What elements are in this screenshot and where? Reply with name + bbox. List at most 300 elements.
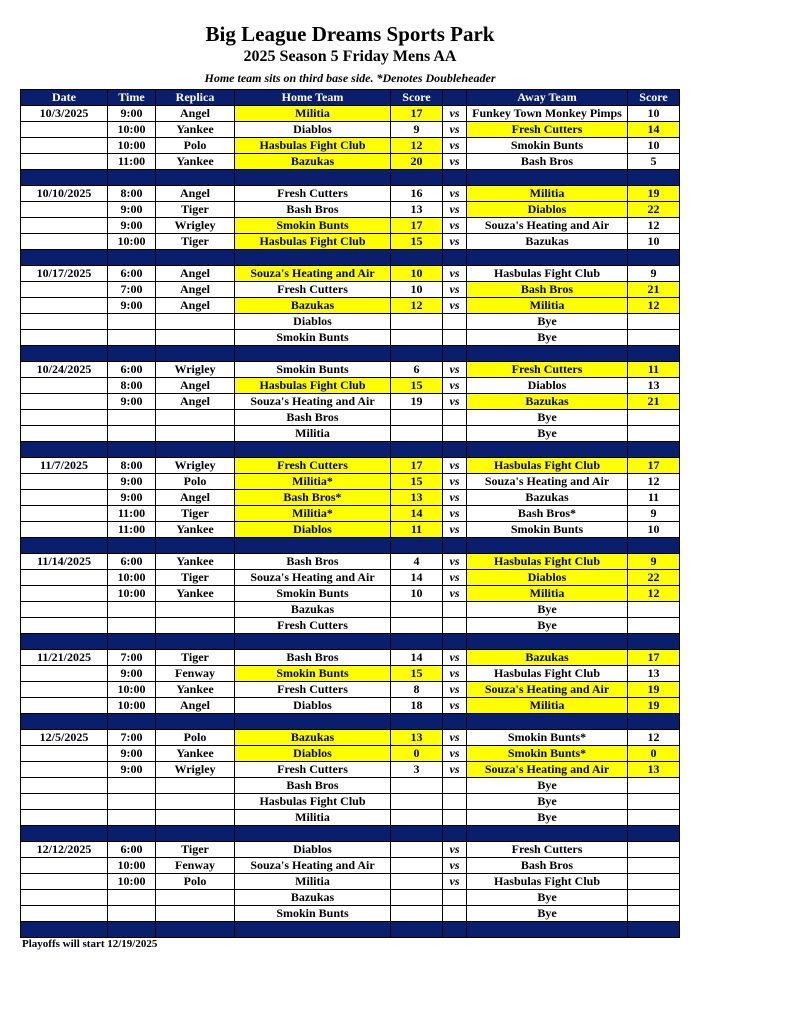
table-row xyxy=(21,314,680,330)
home-team-cell: Bazukas xyxy=(235,890,391,906)
time-cell: 9:00 xyxy=(108,298,156,314)
away-team-cell: Souza's Heating and Air xyxy=(467,218,628,234)
vs-cell: vs xyxy=(443,474,467,490)
away-team-cell: Smokin Bunts xyxy=(467,138,628,154)
home-score-cell xyxy=(391,890,443,906)
separator-cell xyxy=(443,922,467,938)
away-team-cell: Bye xyxy=(467,602,628,618)
table-row xyxy=(21,330,680,346)
time-cell: 9:00 xyxy=(108,106,156,122)
table-row xyxy=(21,410,680,426)
home-team-cell: Hasbulas Fight Club xyxy=(235,234,391,250)
away-team-cell: Diablos xyxy=(467,570,628,586)
separator-cell xyxy=(21,922,108,938)
table-row xyxy=(21,154,680,170)
vs-cell: vs xyxy=(443,202,467,218)
table-row xyxy=(21,218,680,234)
home-team-cell: Bash Bros xyxy=(235,778,391,794)
home-team-cell: Militia* xyxy=(235,506,391,522)
vs-cell: vs xyxy=(443,666,467,682)
away-team-cell: Militia xyxy=(467,186,628,202)
home-team-cell: Bazukas xyxy=(235,730,391,746)
date-cell xyxy=(21,906,108,922)
away-score-cell: 11 xyxy=(628,490,680,506)
separator-cell xyxy=(391,714,443,730)
away-score-cell xyxy=(628,778,680,794)
away-score-cell xyxy=(628,618,680,634)
replica-cell: Polo xyxy=(156,474,235,490)
separator-cell xyxy=(443,346,467,362)
home-score-cell: 20 xyxy=(391,154,443,170)
replica-cell: Yankee xyxy=(156,682,235,698)
vs-cell xyxy=(443,890,467,906)
away-team-cell: Militia xyxy=(467,586,628,602)
home-score-cell xyxy=(391,602,443,618)
replica-cell xyxy=(156,906,235,922)
week-separator xyxy=(21,826,680,842)
separator-cell xyxy=(21,634,108,650)
away-team-cell: Bye xyxy=(467,778,628,794)
away-team-cell: Fresh Cutters xyxy=(467,122,628,138)
time-cell: 10:00 xyxy=(108,570,156,586)
away-score-cell: 13 xyxy=(628,378,680,394)
replica-cell xyxy=(156,778,235,794)
col-header-away-score: Score xyxy=(628,90,680,106)
date-cell xyxy=(21,618,108,634)
separator-cell xyxy=(21,442,108,458)
replica-cell: Fenway xyxy=(156,858,235,874)
separator-cell xyxy=(391,346,443,362)
away-score-cell: 17 xyxy=(628,650,680,666)
time-cell xyxy=(108,778,156,794)
date-cell xyxy=(21,794,108,810)
col-header-date: Date xyxy=(21,90,108,106)
table-row xyxy=(21,650,680,666)
time-cell: 11:00 xyxy=(108,506,156,522)
home-team-cell: Militia xyxy=(235,426,391,442)
separator-cell xyxy=(467,634,628,650)
separator-cell xyxy=(235,922,391,938)
time-cell: 9:00 xyxy=(108,474,156,490)
separator-cell xyxy=(108,826,156,842)
away-score-cell xyxy=(628,810,680,826)
replica-cell: Angel xyxy=(156,394,235,410)
home-score-cell xyxy=(391,330,443,346)
vs-cell xyxy=(443,314,467,330)
away-score-cell: 22 xyxy=(628,570,680,586)
home-team-cell: Bash Bros xyxy=(235,650,391,666)
home-score-cell: 16 xyxy=(391,186,443,202)
replica-cell: Tiger xyxy=(156,842,235,858)
separator-cell xyxy=(108,346,156,362)
date-cell xyxy=(21,666,108,682)
date-cell xyxy=(21,218,108,234)
away-team-cell: Bye xyxy=(467,890,628,906)
separator-cell xyxy=(443,538,467,554)
home-score-cell: 10 xyxy=(391,282,443,298)
time-cell: 9:00 xyxy=(108,746,156,762)
replica-cell: Angel xyxy=(156,698,235,714)
vs-cell: vs xyxy=(443,186,467,202)
away-team-cell: Bye xyxy=(467,330,628,346)
away-team-cell: Bash Bros* xyxy=(467,506,628,522)
table-row xyxy=(21,842,680,858)
vs-cell: vs xyxy=(443,682,467,698)
date-cell: 12/5/2025 xyxy=(21,730,108,746)
away-score-cell xyxy=(628,426,680,442)
home-team-cell: Militia xyxy=(235,874,391,890)
away-score-cell: 12 xyxy=(628,218,680,234)
away-team-cell: Hasbulas Fight Club xyxy=(467,554,628,570)
home-team-cell: Souza's Heating and Air xyxy=(235,266,391,282)
home-score-cell: 14 xyxy=(391,650,443,666)
date-cell xyxy=(21,810,108,826)
table-row xyxy=(21,298,680,314)
time-cell xyxy=(108,906,156,922)
home-score-cell: 15 xyxy=(391,474,443,490)
separator-cell xyxy=(235,538,391,554)
time-cell: 10:00 xyxy=(108,586,156,602)
vs-cell: vs xyxy=(443,378,467,394)
home-team-cell: Smokin Bunts xyxy=(235,218,391,234)
replica-cell: Wrigley xyxy=(156,458,235,474)
away-team-cell: Militia xyxy=(467,698,628,714)
vs-cell: vs xyxy=(443,362,467,378)
separator-cell xyxy=(235,634,391,650)
separator-cell xyxy=(628,170,680,186)
away-team-cell: Smokin Bunts* xyxy=(467,730,628,746)
separator-cell xyxy=(235,442,391,458)
date-cell xyxy=(21,122,108,138)
away-team-cell: Bash Bros xyxy=(467,154,628,170)
replica-cell: Angel xyxy=(156,266,235,282)
separator-cell xyxy=(235,170,391,186)
home-team-cell: Smokin Bunts xyxy=(235,586,391,602)
home-score-cell: 10 xyxy=(391,266,443,282)
time-cell xyxy=(108,810,156,826)
date-cell xyxy=(21,298,108,314)
away-score-cell xyxy=(628,890,680,906)
time-cell xyxy=(108,602,156,618)
separator-cell xyxy=(628,634,680,650)
col-header-vs xyxy=(443,90,467,106)
date-cell: 11/14/2025 xyxy=(21,554,108,570)
away-score-cell: 9 xyxy=(628,506,680,522)
home-score-cell: 3 xyxy=(391,762,443,778)
home-team-cell: Hasbulas Fight Club xyxy=(235,378,391,394)
home-team-cell: Bazukas xyxy=(235,154,391,170)
replica-cell: Wrigley xyxy=(156,362,235,378)
away-score-cell: 12 xyxy=(628,298,680,314)
week-separator xyxy=(21,250,680,266)
home-score-cell: 13 xyxy=(391,490,443,506)
home-team-cell: Militia xyxy=(235,106,391,122)
separator-cell xyxy=(391,538,443,554)
replica-cell: Tiger xyxy=(156,570,235,586)
vs-cell: vs xyxy=(443,490,467,506)
vs-cell: vs xyxy=(443,522,467,538)
vs-cell: vs xyxy=(443,506,467,522)
date-cell xyxy=(21,506,108,522)
home-score-cell: 6 xyxy=(391,362,443,378)
date-cell xyxy=(21,138,108,154)
away-team-cell: Bye xyxy=(467,906,628,922)
separator-cell xyxy=(108,170,156,186)
away-team-cell: Bazukas xyxy=(467,394,628,410)
week-separator xyxy=(21,922,680,938)
separator-cell xyxy=(21,250,108,266)
time-cell: 8:00 xyxy=(108,458,156,474)
time-cell: 9:00 xyxy=(108,218,156,234)
table-row xyxy=(21,522,680,538)
table-row xyxy=(21,106,680,122)
table-row xyxy=(21,858,680,874)
date-cell xyxy=(21,602,108,618)
replica-cell: Yankee xyxy=(156,522,235,538)
vs-cell: vs xyxy=(443,730,467,746)
away-score-cell xyxy=(628,906,680,922)
home-team-cell: Militia xyxy=(235,810,391,826)
table-row xyxy=(21,794,680,810)
away-team-cell: Hasbulas Fight Club xyxy=(467,266,628,282)
time-cell xyxy=(108,410,156,426)
table-row xyxy=(21,890,680,906)
time-cell xyxy=(108,890,156,906)
away-score-cell: 14 xyxy=(628,122,680,138)
date-cell xyxy=(21,202,108,218)
time-cell: 9:00 xyxy=(108,666,156,682)
table-row xyxy=(21,554,680,570)
table-header-row xyxy=(21,90,680,106)
away-score-cell: 9 xyxy=(628,266,680,282)
away-team-cell: Bash Bros xyxy=(467,858,628,874)
separator-cell xyxy=(108,538,156,554)
date-cell xyxy=(21,586,108,602)
table-row xyxy=(21,266,680,282)
replica-cell: Angel xyxy=(156,282,235,298)
separator-cell xyxy=(108,634,156,650)
away-score-cell xyxy=(628,330,680,346)
away-team-cell: Souza's Heating and Air xyxy=(467,762,628,778)
home-team-cell: Fresh Cutters xyxy=(235,762,391,778)
separator-cell xyxy=(156,714,235,730)
separator-cell xyxy=(21,170,108,186)
time-cell xyxy=(108,426,156,442)
date-cell xyxy=(21,426,108,442)
col-header-replica: Replica xyxy=(156,90,235,106)
date-cell xyxy=(21,522,108,538)
table-row xyxy=(21,506,680,522)
col-header-home-team: Home Team xyxy=(235,90,391,106)
date-cell xyxy=(21,394,108,410)
col-header-home-score: Score xyxy=(391,90,443,106)
date-cell: 11/7/2025 xyxy=(21,458,108,474)
home-score-cell xyxy=(391,778,443,794)
time-cell: 6:00 xyxy=(108,842,156,858)
vs-cell: vs xyxy=(443,874,467,890)
separator-cell xyxy=(628,442,680,458)
week-separator xyxy=(21,634,680,650)
replica-cell: Angel xyxy=(156,106,235,122)
time-cell: 8:00 xyxy=(108,378,156,394)
replica-cell: Tiger xyxy=(156,650,235,666)
away-score-cell: 13 xyxy=(628,666,680,682)
away-score-cell xyxy=(628,602,680,618)
table-row xyxy=(21,602,680,618)
away-team-cell: Funkey Town Monkey Pimps xyxy=(467,106,628,122)
separator-cell xyxy=(391,826,443,842)
vs-cell xyxy=(443,410,467,426)
home-team-cell: Hasbulas Fight Club xyxy=(235,138,391,154)
home-team-cell: Souza's Heating and Air xyxy=(235,570,391,586)
separator-cell xyxy=(467,442,628,458)
table-row xyxy=(21,362,680,378)
separator-cell xyxy=(391,442,443,458)
away-score-cell: 0 xyxy=(628,746,680,762)
separator-cell xyxy=(467,826,628,842)
away-team-cell: Hasbulas Fight Club xyxy=(467,874,628,890)
home-score-cell: 15 xyxy=(391,666,443,682)
replica-cell: Yankee xyxy=(156,122,235,138)
home-score-cell xyxy=(391,874,443,890)
time-cell xyxy=(108,314,156,330)
replica-cell: Tiger xyxy=(156,506,235,522)
table-row xyxy=(21,618,680,634)
separator-cell xyxy=(443,826,467,842)
home-score-cell xyxy=(391,314,443,330)
home-team-cell: Bash Bros* xyxy=(235,490,391,506)
home-team-cell: Fresh Cutters xyxy=(235,458,391,474)
vs-cell: vs xyxy=(443,746,467,762)
home-score-cell: 10 xyxy=(391,586,443,602)
home-score-cell xyxy=(391,810,443,826)
time-cell: 7:00 xyxy=(108,282,156,298)
separator-cell xyxy=(235,346,391,362)
separator-cell xyxy=(235,826,391,842)
vs-cell xyxy=(443,906,467,922)
vs-cell: vs xyxy=(443,586,467,602)
vs-cell: vs xyxy=(443,842,467,858)
date-cell xyxy=(21,474,108,490)
away-team-cell: Bye xyxy=(467,810,628,826)
home-team-cell: Souza's Heating and Air xyxy=(235,394,391,410)
page-title: Big League Dreams Sports Park xyxy=(205,22,495,46)
replica-cell: Wrigley xyxy=(156,218,235,234)
time-cell: 10:00 xyxy=(108,138,156,154)
home-team-cell: Bazukas xyxy=(235,298,391,314)
vs-cell: vs xyxy=(443,650,467,666)
separator-cell xyxy=(391,170,443,186)
time-cell: 10:00 xyxy=(108,874,156,890)
away-team-cell: Diablos xyxy=(467,378,628,394)
time-cell xyxy=(108,618,156,634)
home-score-cell xyxy=(391,410,443,426)
table-row xyxy=(21,234,680,250)
separator-cell xyxy=(391,634,443,650)
replica-cell: Yankee xyxy=(156,746,235,762)
home-team-cell: Diablos xyxy=(235,842,391,858)
time-cell: 8:00 xyxy=(108,186,156,202)
date-cell xyxy=(21,762,108,778)
home-score-cell: 9 xyxy=(391,122,443,138)
separator-cell xyxy=(391,922,443,938)
replica-cell: Angel xyxy=(156,186,235,202)
separator-cell xyxy=(628,922,680,938)
away-team-cell: Bash Bros xyxy=(467,282,628,298)
table-row xyxy=(21,682,680,698)
separator-cell xyxy=(156,170,235,186)
home-team-cell: Smokin Bunts xyxy=(235,666,391,682)
time-cell: 9:00 xyxy=(108,490,156,506)
time-cell xyxy=(108,794,156,810)
vs-cell xyxy=(443,794,467,810)
separator-cell xyxy=(628,714,680,730)
table-row xyxy=(21,746,680,762)
separator-cell xyxy=(108,714,156,730)
home-score-cell: 0 xyxy=(391,746,443,762)
away-team-cell: Bye xyxy=(467,410,628,426)
separator-cell xyxy=(156,250,235,266)
away-team-cell: Bye xyxy=(467,618,628,634)
separator-cell xyxy=(21,346,108,362)
home-team-cell: Militia* xyxy=(235,474,391,490)
replica-cell: Angel xyxy=(156,378,235,394)
vs-cell: vs xyxy=(443,858,467,874)
separator-cell xyxy=(156,826,235,842)
table-row xyxy=(21,282,680,298)
separator-cell xyxy=(156,346,235,362)
time-cell xyxy=(108,330,156,346)
date-cell xyxy=(21,234,108,250)
away-score-cell: 21 xyxy=(628,394,680,410)
table-row xyxy=(21,570,680,586)
home-team-cell: Bash Bros xyxy=(235,410,391,426)
away-team-cell: Smokin Bunts xyxy=(467,522,628,538)
vs-cell: vs xyxy=(443,218,467,234)
separator-cell xyxy=(467,346,628,362)
date-cell xyxy=(21,314,108,330)
away-score-cell: 12 xyxy=(628,586,680,602)
week-separator xyxy=(21,442,680,458)
away-team-cell: Fresh Cutters xyxy=(467,842,628,858)
home-score-cell: 14 xyxy=(391,570,443,586)
table-row xyxy=(21,874,680,890)
home-score-cell xyxy=(391,426,443,442)
away-score-cell: 19 xyxy=(628,186,680,202)
away-score-cell: 19 xyxy=(628,682,680,698)
replica-cell: Polo xyxy=(156,138,235,154)
date-cell xyxy=(21,410,108,426)
home-score-cell xyxy=(391,618,443,634)
home-team-cell: Diablos xyxy=(235,522,391,538)
time-cell: 10:00 xyxy=(108,698,156,714)
week-separator xyxy=(21,346,680,362)
away-score-cell xyxy=(628,314,680,330)
date-cell xyxy=(21,746,108,762)
vs-cell: vs xyxy=(443,298,467,314)
vs-cell: vs xyxy=(443,154,467,170)
home-team-cell: Diablos xyxy=(235,746,391,762)
home-team-cell: Bazukas xyxy=(235,602,391,618)
away-score-cell: 10 xyxy=(628,138,680,154)
time-cell: 10:00 xyxy=(108,682,156,698)
time-cell: 7:00 xyxy=(108,730,156,746)
col-header-time: Time xyxy=(108,90,156,106)
away-score-cell: 10 xyxy=(628,234,680,250)
separator-cell xyxy=(21,538,108,554)
date-cell xyxy=(21,490,108,506)
away-team-cell: Smokin Bunts* xyxy=(467,746,628,762)
